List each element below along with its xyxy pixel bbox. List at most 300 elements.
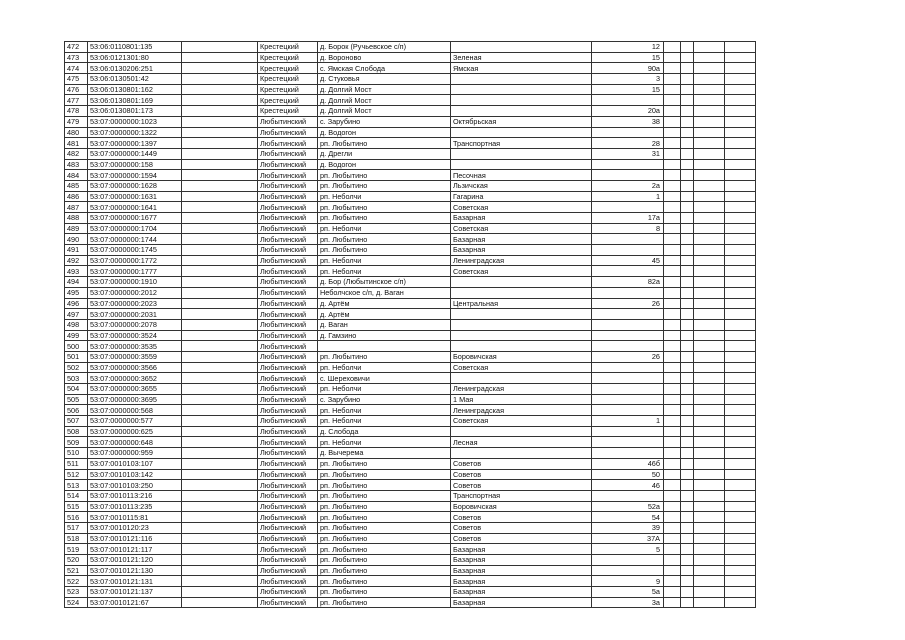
district-cell: Любытинский	[258, 394, 318, 405]
cadastral-number-cell: 53:07:0010121:137	[88, 587, 182, 598]
blank-column-cell	[182, 448, 258, 459]
cadastral-number-cell: 53:07:0000000:1641	[88, 202, 182, 213]
extra-column-4-cell	[725, 544, 756, 555]
cadastral-number-cell: 53:07:0010113:235	[88, 501, 182, 512]
extra-column-1-cell	[664, 191, 681, 202]
table-row	[65, 298, 756, 309]
blank-column-cell	[182, 565, 258, 576]
extra-column-4-cell	[725, 565, 756, 576]
extra-column-1-cell	[664, 148, 681, 159]
district-cell: Любытинский	[258, 469, 318, 480]
table-row	[65, 458, 756, 469]
extra-column-3-cell	[694, 180, 725, 191]
row-number-cell: 515	[65, 501, 88, 512]
settlement-cell: рп. Любытино	[318, 587, 451, 598]
district-cell: Любытинский	[258, 319, 318, 330]
extra-column-2-cell	[681, 309, 694, 320]
cadastral-number-cell: 53:07:0000000:3566	[88, 362, 182, 373]
settlement-cell: рп. Любытино	[318, 576, 451, 587]
table-body	[65, 42, 756, 608]
house-number-cell	[592, 362, 664, 373]
house-number-cell: 1	[592, 191, 664, 202]
extra-column-2-cell	[681, 52, 694, 63]
table-row	[65, 522, 756, 533]
settlement-cell: рп. Любытино	[318, 351, 451, 362]
settlement-cell: рп. Любытино	[318, 213, 451, 224]
house-number-cell: 37А	[592, 533, 664, 544]
extra-column-4-cell	[725, 74, 756, 85]
extra-column-2-cell	[681, 426, 694, 437]
extra-column-2-cell	[681, 384, 694, 395]
extra-column-3-cell	[694, 416, 725, 427]
street-cell: Транспортная	[451, 490, 592, 501]
settlement-cell: рп. Неболчи	[318, 416, 451, 427]
extra-column-2-cell	[681, 490, 694, 501]
cadastral-number-cell: 53:07:0010121:130	[88, 565, 182, 576]
house-number-cell: 2а	[592, 180, 664, 191]
house-number-cell	[592, 309, 664, 320]
row-number-cell: 502	[65, 362, 88, 373]
settlement-cell: д. Долгий Мост	[318, 95, 451, 106]
table-row	[65, 309, 756, 320]
extra-column-2-cell	[681, 298, 694, 309]
extra-column-1-cell	[664, 544, 681, 555]
table-row	[65, 330, 756, 341]
blank-column-cell	[182, 116, 258, 127]
district-cell: Любытинский	[258, 490, 318, 501]
table-row	[65, 202, 756, 213]
extra-column-3-cell	[694, 84, 725, 95]
table-row	[65, 138, 756, 149]
district-cell: Любытинский	[258, 362, 318, 373]
extra-column-4-cell	[725, 287, 756, 298]
district-cell: Любытинский	[258, 426, 318, 437]
table-row	[65, 416, 756, 427]
district-cell: Любытинский	[258, 309, 318, 320]
extra-column-1-cell	[664, 159, 681, 170]
extra-column-1-cell	[664, 416, 681, 427]
blank-column-cell	[182, 501, 258, 512]
district-cell: Любытинский	[258, 245, 318, 256]
extra-column-3-cell	[694, 106, 725, 117]
table-row	[65, 373, 756, 384]
extra-column-2-cell	[681, 287, 694, 298]
table-row	[65, 565, 756, 576]
row-number-cell: 520	[65, 555, 88, 566]
extra-column-1-cell	[664, 74, 681, 85]
street-cell: Базарная	[451, 555, 592, 566]
extra-column-1-cell	[664, 501, 681, 512]
cadastral-number-cell: 53:07:0000000:2012	[88, 287, 182, 298]
settlement-cell: д. Водогон	[318, 159, 451, 170]
settlement-cell: рп. Неболчи	[318, 266, 451, 277]
table-row	[65, 74, 756, 85]
extra-column-2-cell	[681, 319, 694, 330]
table-row	[65, 42, 756, 53]
extra-column-4-cell	[725, 298, 756, 309]
house-number-cell	[592, 234, 664, 245]
house-number-cell	[592, 170, 664, 181]
extra-column-4-cell	[725, 180, 756, 191]
extra-column-3-cell	[694, 74, 725, 85]
table-row	[65, 351, 756, 362]
extra-column-3-cell	[694, 362, 725, 373]
extra-column-3-cell	[694, 576, 725, 587]
settlement-cell: рп. Любытино	[318, 544, 451, 555]
district-cell: Любытинский	[258, 298, 318, 309]
extra-column-2-cell	[681, 458, 694, 469]
house-number-cell	[592, 266, 664, 277]
blank-column-cell	[182, 106, 258, 117]
street-cell	[451, 309, 592, 320]
extra-column-2-cell	[681, 245, 694, 256]
row-number-cell: 519	[65, 544, 88, 555]
settlement-cell: д. Бор (Любытинское с/п)	[318, 277, 451, 288]
extra-column-4-cell	[725, 522, 756, 533]
table-row	[65, 63, 756, 74]
row-number-cell: 495	[65, 287, 88, 298]
street-cell: Советов	[451, 522, 592, 533]
extra-column-3-cell	[694, 480, 725, 491]
extra-column-4-cell	[725, 84, 756, 95]
extra-column-2-cell	[681, 127, 694, 138]
extra-column-1-cell	[664, 362, 681, 373]
street-cell: Гагарина	[451, 191, 592, 202]
street-cell: Октябрьская	[451, 116, 592, 127]
cadastral-number-cell: 53:07:0000000:577	[88, 416, 182, 427]
extra-column-4-cell	[725, 127, 756, 138]
extra-column-2-cell	[681, 341, 694, 352]
blank-column-cell	[182, 522, 258, 533]
row-number-cell: 516	[65, 512, 88, 523]
extra-column-4-cell	[725, 469, 756, 480]
street-cell: Базарная	[451, 234, 592, 245]
settlement-cell: д. Дрегли	[318, 148, 451, 159]
district-cell: Крестецкий	[258, 95, 318, 106]
extra-column-4-cell	[725, 480, 756, 491]
blank-column-cell	[182, 351, 258, 362]
district-cell: Крестецкий	[258, 74, 318, 85]
extra-column-2-cell	[681, 533, 694, 544]
extra-column-4-cell	[725, 351, 756, 362]
house-number-cell: 8	[592, 223, 664, 234]
extra-column-1-cell	[664, 127, 681, 138]
district-cell: Крестецкий	[258, 52, 318, 63]
blank-column-cell	[182, 148, 258, 159]
house-number-cell: 9	[592, 576, 664, 587]
settlement-cell: с. Зарубино	[318, 394, 451, 405]
district-cell: Любытинский	[258, 202, 318, 213]
blank-column-cell	[182, 213, 258, 224]
district-cell: Любытинский	[258, 384, 318, 395]
house-number-cell: 20а	[592, 106, 664, 117]
street-cell: Базарная	[451, 213, 592, 224]
cadastral-number-cell: 53:07:0010103:142	[88, 469, 182, 480]
row-number-cell: 480	[65, 127, 88, 138]
row-number-cell: 501	[65, 351, 88, 362]
cadastral-number-cell: 53:06:0130801:169	[88, 95, 182, 106]
district-cell: Любытинский	[258, 533, 318, 544]
extra-column-2-cell	[681, 234, 694, 245]
extra-column-2-cell	[681, 95, 694, 106]
district-cell: Любытинский	[258, 480, 318, 491]
extra-column-1-cell	[664, 394, 681, 405]
settlement-cell: рп. Неболчи	[318, 437, 451, 448]
table-row	[65, 587, 756, 598]
blank-column-cell	[182, 287, 258, 298]
cadastral-number-cell: 53:07:0010121:116	[88, 533, 182, 544]
house-number-cell: 12	[592, 42, 664, 53]
extra-column-3-cell	[694, 255, 725, 266]
row-number-cell: 477	[65, 95, 88, 106]
house-number-cell	[592, 95, 664, 106]
blank-column-cell	[182, 416, 258, 427]
blank-column-cell	[182, 84, 258, 95]
extra-column-2-cell	[681, 373, 694, 384]
extra-column-2-cell	[681, 544, 694, 555]
house-number-cell	[592, 245, 664, 256]
settlement-cell: рп. Неболчи	[318, 362, 451, 373]
house-number-cell: 28	[592, 138, 664, 149]
extra-column-3-cell	[694, 501, 725, 512]
row-number-cell: 485	[65, 180, 88, 191]
cadastral-number-cell: 53:07:0000000:1449	[88, 148, 182, 159]
row-number-cell: 483	[65, 159, 88, 170]
settlement-cell: рп. Любытино	[318, 522, 451, 533]
settlement-cell: рп. Любытино	[318, 180, 451, 191]
street-cell: Советов	[451, 469, 592, 480]
row-number-cell: 514	[65, 490, 88, 501]
blank-column-cell	[182, 63, 258, 74]
cadastral-number-cell: 53:07:0000000:1744	[88, 234, 182, 245]
extra-column-1-cell	[664, 52, 681, 63]
blank-column-cell	[182, 170, 258, 181]
table-row	[65, 384, 756, 395]
table-row	[65, 277, 756, 288]
street-cell: Советская	[451, 202, 592, 213]
extra-column-1-cell	[664, 373, 681, 384]
row-number-cell: 491	[65, 245, 88, 256]
settlement-cell: д. Долгий Мост	[318, 106, 451, 117]
blank-column-cell	[182, 202, 258, 213]
extra-column-4-cell	[725, 555, 756, 566]
row-number-cell: 490	[65, 234, 88, 245]
house-number-cell	[592, 127, 664, 138]
table-row	[65, 95, 756, 106]
table-row	[65, 245, 756, 256]
extra-column-3-cell	[694, 223, 725, 234]
extra-column-1-cell	[664, 437, 681, 448]
house-number-cell: 1	[592, 416, 664, 427]
blank-column-cell	[182, 384, 258, 395]
district-cell: Любытинский	[258, 576, 318, 587]
extra-column-4-cell	[725, 266, 756, 277]
cadastral-number-cell: 53:07:0010113:216	[88, 490, 182, 501]
cadastral-number-cell: 53:07:0010121:67	[88, 597, 182, 608]
street-cell	[451, 148, 592, 159]
extra-column-4-cell	[725, 330, 756, 341]
extra-column-3-cell	[694, 597, 725, 608]
extra-column-3-cell	[694, 159, 725, 170]
house-number-cell: 39	[592, 522, 664, 533]
cadastral-number-cell: 53:06:0130206:251	[88, 63, 182, 74]
extra-column-1-cell	[664, 255, 681, 266]
row-number-cell: 505	[65, 394, 88, 405]
district-cell: Любытинский	[258, 266, 318, 277]
extra-column-2-cell	[681, 437, 694, 448]
house-number-cell: 15	[592, 84, 664, 95]
blank-column-cell	[182, 138, 258, 149]
settlement-cell: д. Водогон	[318, 127, 451, 138]
extra-column-3-cell	[694, 245, 725, 256]
blank-column-cell	[182, 490, 258, 501]
extra-column-4-cell	[725, 501, 756, 512]
street-cell: Ленинградская	[451, 405, 592, 416]
settlement-cell: д. Слобода	[318, 426, 451, 437]
house-number-cell: 54	[592, 512, 664, 523]
settlement-cell: рп. Любытино	[318, 501, 451, 512]
district-cell: Любытинский	[258, 116, 318, 127]
extra-column-2-cell	[681, 42, 694, 53]
street-cell	[451, 373, 592, 384]
extra-column-4-cell	[725, 384, 756, 395]
extra-column-1-cell	[664, 245, 681, 256]
street-cell	[451, 106, 592, 117]
row-number-cell: 498	[65, 319, 88, 330]
table-row	[65, 544, 756, 555]
cadastral-number-cell: 53:07:0000000:1772	[88, 255, 182, 266]
district-cell: Любытинский	[258, 277, 318, 288]
cadastral-number-cell: 53:07:0000000:3695	[88, 394, 182, 405]
row-number-cell: 474	[65, 63, 88, 74]
street-cell: Боровичская	[451, 501, 592, 512]
cadastral-number-cell: 53:07:0000000:158	[88, 159, 182, 170]
extra-column-3-cell	[694, 191, 725, 202]
table-row	[65, 512, 756, 523]
house-number-cell: 46б	[592, 458, 664, 469]
extra-column-2-cell	[681, 159, 694, 170]
street-cell: Базарная	[451, 544, 592, 555]
district-cell: Любытинский	[258, 512, 318, 523]
street-cell: Ямская	[451, 63, 592, 74]
blank-column-cell	[182, 191, 258, 202]
district-cell: Любытинский	[258, 170, 318, 181]
district-cell: Любытинский	[258, 234, 318, 245]
extra-column-2-cell	[681, 106, 694, 117]
extra-column-2-cell	[681, 170, 694, 181]
blank-column-cell	[182, 587, 258, 598]
district-cell: Любытинский	[258, 148, 318, 159]
row-number-cell: 523	[65, 587, 88, 598]
extra-column-2-cell	[681, 416, 694, 427]
table-row	[65, 127, 756, 138]
row-number-cell: 482	[65, 148, 88, 159]
extra-column-3-cell	[694, 266, 725, 277]
row-number-cell: 508	[65, 426, 88, 437]
table-row	[65, 437, 756, 448]
extra-column-1-cell	[664, 223, 681, 234]
table-row	[65, 191, 756, 202]
settlement-cell: рп. Любытино	[318, 138, 451, 149]
street-cell	[451, 277, 592, 288]
cadastral-number-cell: 53:07:0010120:23	[88, 522, 182, 533]
extra-column-3-cell	[694, 555, 725, 566]
cadastral-number-cell: 53:07:0000000:1910	[88, 277, 182, 288]
table-row	[65, 116, 756, 127]
district-cell: Любытинский	[258, 416, 318, 427]
table-row	[65, 448, 756, 459]
settlement-cell: с. Ямская Слобода	[318, 63, 451, 74]
table-row	[65, 576, 756, 587]
district-cell: Крестецкий	[258, 84, 318, 95]
street-cell	[451, 330, 592, 341]
extra-column-4-cell	[725, 362, 756, 373]
row-number-cell: 522	[65, 576, 88, 587]
cadastral-number-cell: 53:07:0000000:1594	[88, 170, 182, 181]
row-number-cell: 497	[65, 309, 88, 320]
extra-column-1-cell	[664, 63, 681, 74]
extra-column-1-cell	[664, 448, 681, 459]
settlement-cell	[318, 341, 451, 352]
extra-column-4-cell	[725, 394, 756, 405]
extra-column-3-cell	[694, 127, 725, 138]
district-cell: Любытинский	[258, 373, 318, 384]
blank-column-cell	[182, 127, 258, 138]
settlement-cell: рп. Любытино	[318, 555, 451, 566]
extra-column-1-cell	[664, 384, 681, 395]
extra-column-3-cell	[694, 234, 725, 245]
extra-column-1-cell	[664, 202, 681, 213]
street-cell	[451, 448, 592, 459]
street-cell: Базарная	[451, 576, 592, 587]
extra-column-2-cell	[681, 191, 694, 202]
district-cell: Любытинский	[258, 544, 318, 555]
extra-column-4-cell	[725, 426, 756, 437]
house-number-cell: 5а	[592, 587, 664, 598]
extra-column-1-cell	[664, 287, 681, 298]
extra-column-3-cell	[694, 319, 725, 330]
blank-column-cell	[182, 330, 258, 341]
district-cell: Любытинский	[258, 287, 318, 298]
extra-column-2-cell	[681, 555, 694, 566]
settlement-cell: д. Артём	[318, 298, 451, 309]
cadastral-number-cell: 53:07:0000000:3535	[88, 341, 182, 352]
settlement-cell: рп. Любытино	[318, 245, 451, 256]
extra-column-2-cell	[681, 255, 694, 266]
extra-column-1-cell	[664, 309, 681, 320]
table-row	[65, 362, 756, 373]
street-cell: Базарная	[451, 565, 592, 576]
district-cell: Любытинский	[258, 437, 318, 448]
extra-column-3-cell	[694, 138, 725, 149]
cadastral-number-cell: 53:07:0000000:3655	[88, 384, 182, 395]
house-number-cell	[592, 341, 664, 352]
cadastral-number-cell: 53:07:0010103:250	[88, 480, 182, 491]
district-cell: Крестецкий	[258, 63, 318, 74]
settlement-cell: Неболчское с/п, д. Ваган	[318, 287, 451, 298]
house-number-cell: 90а	[592, 63, 664, 74]
extra-column-3-cell	[694, 330, 725, 341]
row-number-cell: 504	[65, 384, 88, 395]
house-number-cell	[592, 448, 664, 459]
extra-column-4-cell	[725, 245, 756, 256]
house-number-cell: 3	[592, 74, 664, 85]
row-number-cell: 484	[65, 170, 88, 181]
blank-column-cell	[182, 95, 258, 106]
settlement-cell: рп. Любытино	[318, 490, 451, 501]
blank-column-cell	[182, 544, 258, 555]
row-number-cell: 518	[65, 533, 88, 544]
